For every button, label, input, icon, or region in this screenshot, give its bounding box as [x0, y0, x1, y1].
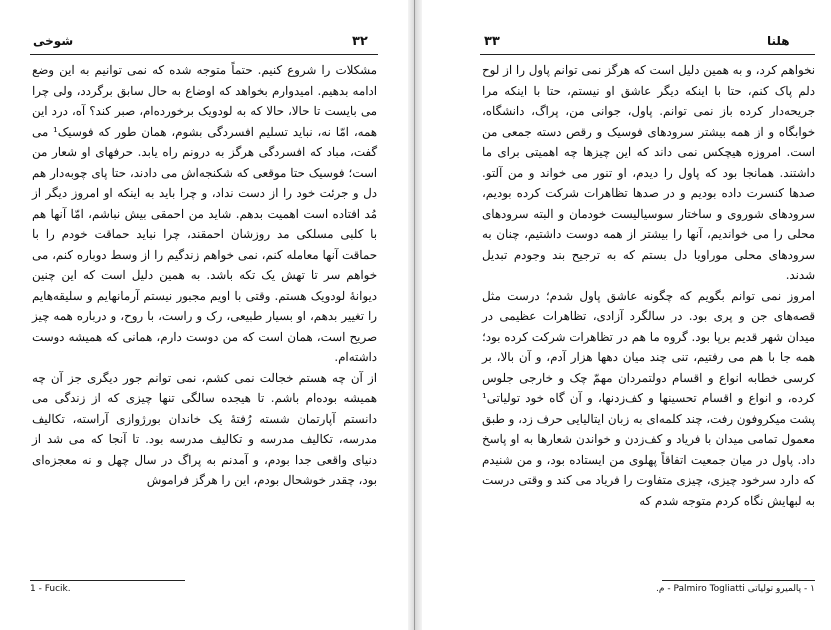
- paragraph: امروز نمی توانم بگویم که چگونه عاشق پاول شدم؛ درست مثل قصه‌های جن و پری بود. در سالگرد آزادی، تظاهرات عظیمی در میدان شهر قدیم برپا بود. گروه ما هم در تظاهرات شرکت کرده بود؛ همه جا با هم می رفتیم، تنی چند میان دهها هزار آدم، و آن بالا، بر کرسی خطابه انواع و اقسام دولتمردان مهمّ چک و خارجی جلوس کرده، و انواع و اقسام تحسینها و کف‌زدنها، و آن گاه خود تولیاتی¹ پشت میکروفون رفت، چند کلمه‌ای به زبان ایتالیایی حرف زد، و طبق معمول تمامی میدان با فریاد و کف‌زدن و خواندن شعارها به او پاسخ داد. پاول در میان جمعیت اتفاقاً پهلوی من ایستاده بود، و من شنیدم که دارد سرخود چیزی، چیزی متفاوت را فریاد می کند و وقتی درست به لبهایش نگاه کردم متوجه شدم که: [482, 288, 815, 508]
- footnote-rule: [30, 580, 185, 581]
- footnote: ۱ - پالمیرو تولیاتی Palmiro Togliatti - م.: [656, 584, 815, 594]
- header-rule: [30, 54, 378, 55]
- right-page: [422, 0, 831, 630]
- book-gutter: [408, 0, 422, 630]
- paragraph: از آن چه هستم خجالت نمی کشم، نمی توانم جور دیگری جز آن چه همیشه بوده‌ام باشم. تا هیجده سالگی تنها چیزی که از زندگی می دانستم آپارتمان شسته رُفتهٔ یک خاندان بورژوازی آراسته، تکالیف مدرسه، تکالیف مدرسه و تکالیف مدرسه بود. تا آنجا که می شد از دنیای واقعی جدا بودم، و آمدنم به پراگ در سال چهل و نه معجزه‌ای بود، چقدر خوشحال بودم، این را هرگز فراموش: [32, 370, 377, 487]
- footnote-rule: [662, 580, 815, 581]
- header-rule: [480, 54, 815, 55]
- running-head: هلنا: [767, 34, 790, 48]
- paragraph: نخواهم کرد، و به همین دلیل است که هرگز نمی توانم پاول را از لوح دلم پاک کنم، حتا با اینکه دیگر عاشق او نیستم، حتا با اینکه مرا جریحه‌دار کرده باز نمی توانم. پاول، جوانی من، پراگ، دانشگاه، خوابگاه و از همه بیشتر سرودهای فوسیک و رقص دسته جمعی من است. امروزه هیچکس نمی داند که این چیزها چه اهمیتی برای ما داشتند. همانجا بود که پاول را دیدم، او تنور می خواند و من آلتو. صدها کنسرت داده بودیم و در صدها تظاهرات شرکت کرده بودیم، سرودهای شوروی و ساختار سوسیالیست خودمان و البته سرودهای محلی را می خواندیم، آنها را بیشتر از همه دوست داشتیم، چنان به سرودهای محلی موراویا دل بستم که به ترجیح بند وجودم تبدیل شدند.: [482, 63, 815, 282]
- left-page: [0, 0, 408, 630]
- gutter-line: [414, 0, 415, 630]
- body-text: [482, 60, 815, 511]
- page-number: ۳۳: [484, 34, 500, 49]
- paragraph: مشکلات را شروع کنیم. حتماً متوجه شده که نمی توانیم به این وضع ادامه بدهیم. امیدوارم بخواهد که اوضاع به حال سابق برگردد، ولی چرا می بایست تا حالا، حالا که به لودویک برخورده‌ام، صبر کند؟ آه، درد این همه، امّا نه، نباید تسلیم افسردگی بشوم، همان طور که فوسیک¹ می گفت، مباد که افسردگی هرگز به درونم راه یابد. حرفهای او شعار من است؛ فوسیک حتا موقعی که شکنجه‌اش می دادند، حتا پای چوبه‌دار هم دل و جرئت خود را از دست نداد، و چرا باید به اینکه او امروز دیگر از مُد افتاده است اهمیت بدهم. شاید من احمقی بیش نباشم، امّا آنها هم با کلبی مسلکی مد روزشان احمقند، چرا نباید حماقت خودم را با حماقت آنها معامله کنم، نمی خواهم زندگیم را از وسط دوباره کنم، می خواهم سر تا تهش یک تکه باشد. به همین دلیل است که این چنین دیوانهٔ لودویک هستم. وقتی با اویم مجبور نیستم آرمانهایم و سلیقه‌هایم را تغییر بدهم، او بسیار طبیعی، رک و راست، با روح، و درباره همه چیز صریح است، همان است که من دوست دارم، همانی که همیشه دوست داشته‌ام.: [32, 63, 377, 364]
- page-number: ۳۲: [352, 34, 368, 49]
- footnote: 1 - Fucik.: [30, 584, 71, 594]
- running-head: شوخی: [33, 34, 74, 48]
- body-text: [32, 60, 377, 491]
